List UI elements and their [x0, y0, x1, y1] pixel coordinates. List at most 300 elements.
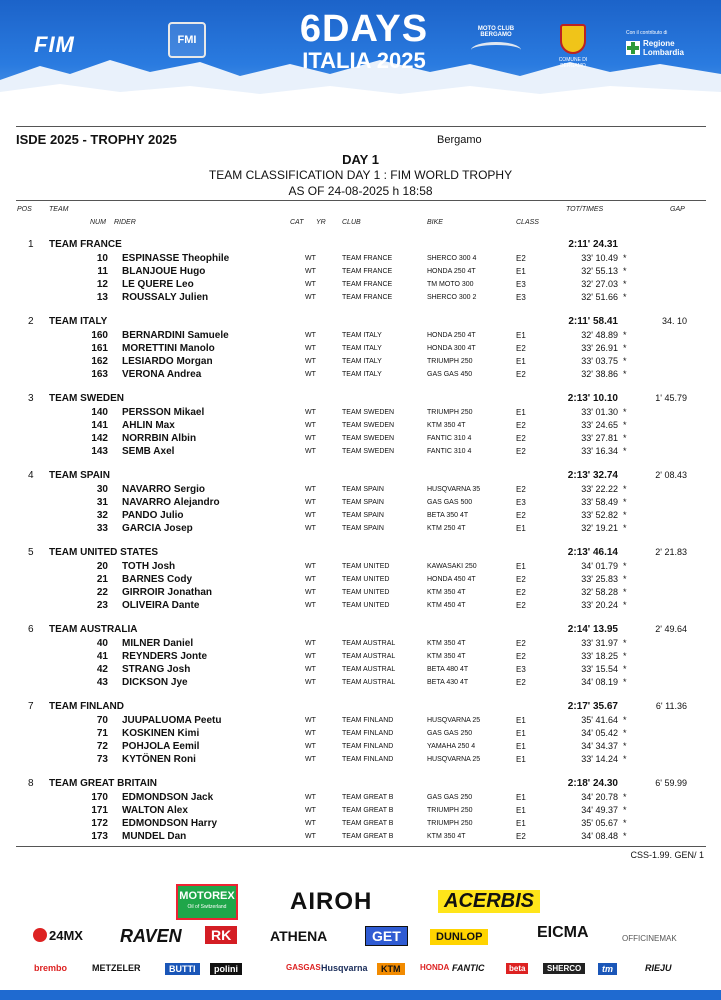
rider-class: E2	[516, 421, 526, 430]
rider-club: TEAM ITALY	[342, 371, 382, 378]
team-block	[0, 313, 721, 390]
rider-name: BLANJOUE Hugo	[122, 266, 206, 277]
rider-number: 143	[91, 446, 108, 457]
rider-bike: KTM 350 4T	[427, 640, 466, 647]
col-pos: POS	[17, 206, 32, 213]
rider-time: 32' 27.03	[581, 279, 618, 289]
team-gap: 6' 11.36	[655, 701, 687, 711]
rider-name: NAVARRO Alejandro	[122, 497, 220, 508]
rider-number: 33	[96, 523, 108, 534]
rider-bike: HONDA 250 4T	[427, 332, 476, 339]
rider-number: 72	[96, 741, 108, 752]
team-header-row	[0, 467, 721, 483]
rider-name: VERONA Andrea	[122, 369, 202, 380]
rider-bike: FANTIC 310 4	[427, 435, 472, 442]
rider-class: E2	[516, 370, 526, 379]
team-position: 7	[28, 701, 34, 712]
rider-bike: YAMAHA 250 4	[427, 743, 476, 750]
rider-row	[0, 663, 721, 676]
rider-class: E2	[516, 344, 526, 353]
rider-row	[0, 599, 721, 612]
rider-club: TEAM GREAT B	[342, 820, 394, 827]
rider-club: TEAM SWEDEN	[342, 435, 395, 442]
rider-club: TEAM ITALY	[342, 332, 382, 339]
rider-bike: KTM 350 4T	[427, 653, 466, 660]
rider-club: TEAM ITALY	[342, 358, 382, 365]
team-name: TEAM FRANCE	[49, 239, 122, 250]
rider-row	[0, 483, 721, 496]
rider-time: 32' 51.66	[581, 292, 618, 302]
counting-time-marker: *	[623, 343, 627, 353]
rider-club: TEAM SPAIN	[342, 525, 384, 532]
team-block	[0, 467, 721, 544]
team-header-row	[0, 313, 721, 329]
rider-row	[0, 650, 721, 663]
24mx-logo	[33, 928, 83, 943]
sponsor-logos	[0, 868, 721, 1000]
team-gap: 2' 08.43	[655, 470, 687, 480]
rider-bike: HUSQVARNA 25	[427, 717, 481, 724]
team-block	[0, 544, 721, 621]
team-gap: 2' 49.64	[655, 624, 687, 634]
rider-name: MILNER Daniel	[122, 638, 194, 649]
get-logo: GET	[365, 926, 408, 946]
regione-name-1: Regione	[643, 39, 675, 48]
team-header-row	[0, 621, 721, 637]
rider-category: WT	[305, 730, 316, 737]
fim-logo: FIM	[34, 32, 75, 57]
counting-time-marker: *	[623, 446, 627, 456]
rider-name: OLIVEIRA Dante	[122, 600, 200, 611]
rider-category: WT	[305, 640, 316, 647]
rider-number: 141	[91, 420, 108, 431]
rider-class: E2	[516, 485, 526, 494]
regione-lombardia-logo	[626, 30, 684, 57]
rider-class: E3	[516, 293, 526, 302]
rider-time: 32' 48.89	[581, 330, 618, 340]
brembo-logo: brembo	[34, 963, 68, 973]
rider-name: BERNARDINI Samuele	[122, 330, 229, 341]
rider-bike: KTM 350 4T	[427, 589, 466, 596]
motorex-logo	[176, 884, 238, 920]
acerbis-logo: ACERBIS	[438, 890, 540, 913]
rider-category: WT	[305, 499, 316, 506]
rider-class: E3	[516, 280, 526, 289]
team-name: TEAM UNITED STATES	[49, 547, 159, 558]
rider-time: 33' 24.65	[581, 420, 618, 430]
rider-class: E1	[516, 357, 526, 366]
rider-club: TEAM UNITED	[342, 563, 390, 570]
rider-number: 13	[96, 292, 108, 303]
rider-club: TEAM FRANCE	[342, 255, 393, 262]
counting-time-marker: *	[623, 677, 627, 687]
doc-footnote: CSS-1.99. GEN/ 1	[630, 850, 704, 860]
team-header-row	[0, 544, 721, 560]
rider-category: WT	[305, 653, 316, 660]
team-position: 1	[28, 239, 34, 250]
bottom-strip	[0, 990, 721, 1000]
rider-time: 32' 38.86	[581, 369, 618, 379]
counting-time-marker: *	[623, 279, 627, 289]
rider-time: 32' 19.21	[581, 523, 618, 533]
rider-bike: GAS GAS 250	[427, 794, 473, 801]
col-class: CLASS	[516, 219, 539, 226]
rider-bike: HUSQVARNA 35	[427, 486, 481, 493]
team-block	[0, 775, 721, 852]
counting-time-marker: *	[623, 831, 627, 841]
rider-row	[0, 637, 721, 650]
team-classification-list	[0, 236, 721, 852]
team-position: 5	[28, 547, 34, 558]
counting-time-marker: *	[623, 587, 627, 597]
rider-bike: BETA 350 4T	[427, 512, 469, 519]
rider-club: TEAM FINLAND	[342, 756, 394, 763]
team-header-row	[0, 698, 721, 714]
counting-time-marker: *	[623, 754, 627, 764]
rider-row	[0, 342, 721, 355]
rider-class: E1	[516, 793, 526, 802]
rider-time: 32' 58.28	[581, 587, 618, 597]
rider-bike: HONDA 250 4T	[427, 268, 476, 275]
team-name: TEAM SWEDEN	[49, 393, 124, 404]
rider-row	[0, 753, 721, 766]
eicma-logo: EICMA	[537, 924, 589, 941]
rider-club: TEAM FINLAND	[342, 743, 394, 750]
rider-category: WT	[305, 666, 316, 673]
rider-class: E2	[516, 511, 526, 520]
rider-number: 43	[96, 677, 108, 688]
crest-icon	[560, 24, 586, 54]
team-total-time: 2:14' 13.95	[567, 624, 618, 635]
team-header-row	[0, 390, 721, 406]
rider-bike: HONDA 450 4T	[427, 576, 476, 583]
rider-club: TEAM UNITED	[342, 602, 390, 609]
rider-category: WT	[305, 756, 316, 763]
header-rule	[16, 200, 706, 201]
regione-name-2: Lombardia	[643, 48, 684, 57]
rider-time: 33' 22.22	[581, 484, 618, 494]
counting-time-marker: *	[623, 741, 627, 751]
rider-class: E2	[516, 652, 526, 661]
team-gap: 1' 45.79	[655, 393, 687, 403]
rider-number: 31	[96, 497, 108, 508]
raven-logo: RAVEN	[120, 926, 182, 946]
classification-title: TEAM CLASSIFICATION DAY 1 : FIM WORLD TROPHY	[208, 168, 513, 182]
rider-bike: KTM 350 4T	[427, 833, 466, 840]
rider-name: POHJOLA Eemil	[122, 741, 200, 752]
rider-name: TOTH Josh	[122, 561, 176, 572]
husqvarna-logo: Husqvarna	[321, 963, 368, 973]
rider-name: WALTON Alex	[122, 805, 188, 816]
rider-time: 34' 49.37	[581, 805, 618, 815]
team-total-time: 2:13' 32.74	[567, 470, 618, 481]
rider-name: LESIARDO Morgan	[122, 356, 213, 367]
rider-time: 33' 03.75	[581, 356, 618, 366]
rider-number: 32	[96, 510, 108, 521]
rider-number: 170	[91, 792, 108, 803]
rider-row	[0, 291, 721, 304]
team-total-time: 2:13' 10.10	[567, 393, 618, 404]
rider-name: GIRROIR Jonathan	[122, 587, 213, 598]
counting-time-marker: *	[623, 561, 627, 571]
rider-time: 34' 08.19	[581, 677, 618, 687]
officinemak-logo: OFFICINEMAK	[622, 934, 677, 943]
rider-bike: GAS GAS 450	[427, 371, 473, 378]
rider-number: 22	[96, 587, 108, 598]
rider-class: E3	[516, 665, 526, 674]
rider-time: 33' 58.49	[581, 497, 618, 507]
rider-number: 172	[91, 818, 108, 829]
butti-logo: BUTTI	[165, 963, 200, 975]
rider-number: 10	[96, 253, 108, 264]
rider-name: ROUSSALY Julien	[122, 292, 209, 303]
ktm-logo: KTM	[377, 963, 405, 975]
rider-club: TEAM GREAT B	[342, 833, 394, 840]
rider-name: MUNDEL Dan	[122, 831, 187, 842]
footer-rule	[16, 846, 706, 847]
rider-class: E1	[516, 742, 526, 751]
rider-bike: KTM 350 4T	[427, 422, 466, 429]
team-position: 6	[28, 624, 34, 635]
rider-category: WT	[305, 807, 316, 814]
rider-club: TEAM GREAT B	[342, 807, 394, 814]
rider-row	[0, 676, 721, 689]
six-days-logo-subtitle: ITALIA 2025	[302, 48, 426, 73]
rider-name: GARCIA Josep	[122, 523, 193, 534]
rider-row	[0, 522, 721, 535]
rider-category: WT	[305, 268, 316, 275]
rider-row	[0, 419, 721, 432]
rider-number: 163	[91, 369, 108, 380]
rider-bike: TRIUMPH 250	[427, 409, 473, 416]
rider-time: 33' 01.30	[581, 407, 618, 417]
rider-name: SEMB Axel	[122, 446, 175, 457]
rider-category: WT	[305, 332, 316, 339]
col-club: CLUB	[342, 219, 361, 226]
rider-name: BARNES Cody	[122, 574, 193, 585]
comune-bergamo-text: COMUNE DI BERGAMO	[558, 57, 588, 69]
rider-name: NORRBIN Albin	[122, 433, 197, 444]
rider-category: WT	[305, 294, 316, 301]
team-name: TEAM FINLAND	[49, 701, 124, 712]
rider-class: E1	[516, 729, 526, 738]
motorex-text: MOTOREX	[179, 890, 235, 902]
rider-class: E2	[516, 639, 526, 648]
counting-time-marker: *	[623, 420, 627, 430]
counting-time-marker: *	[623, 805, 627, 815]
moto-club-bergamo-logo	[466, 26, 526, 58]
rider-category: WT	[305, 563, 316, 570]
fmi-logo: FMI	[168, 22, 206, 58]
team-block	[0, 621, 721, 698]
counting-time-marker: *	[623, 664, 627, 674]
team-position: 8	[28, 778, 34, 789]
top-rule	[16, 126, 706, 127]
metzeler-logo: METZELER	[92, 963, 141, 973]
rider-time: 34' 05.42	[581, 728, 618, 738]
rider-class: E1	[516, 716, 526, 725]
rider-row	[0, 791, 721, 804]
rider-category: WT	[305, 358, 316, 365]
counting-time-marker: *	[623, 330, 627, 340]
rider-time: 33' 14.24	[581, 754, 618, 764]
rider-row	[0, 252, 721, 265]
airoh-logo: AIROH	[290, 888, 373, 915]
rider-category: WT	[305, 743, 316, 750]
rider-bike: TRIUMPH 250	[427, 807, 473, 814]
rider-name: STRANG Josh	[122, 664, 191, 675]
counting-time-marker: *	[623, 484, 627, 494]
rider-club: TEAM FRANCE	[342, 281, 393, 288]
rider-name: KYTÖNEN Roni	[122, 754, 196, 765]
rider-number: 40	[96, 638, 108, 649]
rider-row	[0, 368, 721, 381]
col-team: TEAM	[49, 206, 69, 213]
rider-class: E2	[516, 575, 526, 584]
team-total-time: 2:11' 58.41	[568, 316, 618, 327]
rider-row	[0, 560, 721, 573]
dunlop-logo: DUNLOP	[430, 929, 488, 945]
counting-time-marker: *	[623, 818, 627, 828]
rider-row	[0, 265, 721, 278]
counting-time-marker: *	[623, 356, 627, 366]
rider-row	[0, 740, 721, 753]
rider-category: WT	[305, 435, 316, 442]
rider-number: 41	[96, 651, 108, 662]
rider-number: 140	[91, 407, 108, 418]
rider-class: E2	[516, 434, 526, 443]
venue: Bergamo	[437, 134, 482, 146]
counting-time-marker: *	[623, 715, 627, 725]
rider-bike: BETA 480 4T	[427, 666, 469, 673]
rider-club: TEAM SPAIN	[342, 486, 384, 493]
rieju-logo: RIEJU	[645, 963, 672, 973]
team-name: TEAM AUSTRALIA	[49, 624, 138, 635]
rider-category: WT	[305, 345, 316, 352]
rider-number: 21	[96, 574, 108, 585]
rider-row	[0, 278, 721, 291]
rider-club: TEAM FINLAND	[342, 730, 394, 737]
rider-class: E2	[516, 254, 526, 263]
rider-class: E1	[516, 331, 526, 340]
rider-row	[0, 509, 721, 522]
col-tot-times: TOT/TIMES	[566, 206, 604, 213]
rider-name: EDMONDSON Harry	[122, 818, 218, 829]
rider-class: E1	[516, 562, 526, 571]
rider-number: 142	[91, 433, 108, 444]
six-days-logo: 6DAYS	[299, 8, 429, 50]
counting-time-marker: *	[623, 792, 627, 802]
rider-time: 35' 41.64	[581, 715, 618, 725]
rider-time: 33' 16.34	[581, 446, 618, 456]
counting-time-marker: *	[623, 292, 627, 302]
rider-time: 33' 15.54	[581, 664, 618, 674]
rider-bike: KTM 450 4T	[427, 602, 466, 609]
col-rider: RIDER	[114, 219, 136, 226]
rider-time: 33' 20.24	[581, 600, 618, 610]
rider-row	[0, 817, 721, 830]
team-gap: 6' 59.99	[655, 778, 687, 788]
rider-club: TEAM UNITED	[342, 589, 390, 596]
rider-club: TEAM FRANCE	[342, 268, 393, 275]
rider-name: JUUPALUOMA Peetu	[122, 715, 222, 726]
rider-class: E1	[516, 755, 526, 764]
rider-club: TEAM SWEDEN	[342, 409, 395, 416]
rider-club: TEAM UNITED	[342, 576, 390, 583]
team-header-row	[0, 775, 721, 791]
rider-time: 33' 10.49	[581, 253, 618, 263]
rider-club: TEAM SWEDEN	[342, 422, 395, 429]
col-yr: YR	[316, 219, 326, 226]
team-position: 2	[28, 316, 34, 327]
rider-club: TEAM SPAIN	[342, 499, 384, 506]
day-title: DAY 1	[342, 152, 379, 167]
rider-club: TEAM SPAIN	[342, 512, 384, 519]
rider-time: 33' 52.82	[581, 510, 618, 520]
team-block	[0, 698, 721, 775]
team-position: 3	[28, 393, 34, 404]
rider-row	[0, 804, 721, 817]
rider-club: TEAM FINLAND	[342, 717, 394, 724]
rider-time: 34' 20.78	[581, 792, 618, 802]
rider-class: E1	[516, 819, 526, 828]
team-total-time: 2:11' 24.31	[568, 239, 618, 250]
rider-time: 34' 08.48	[581, 831, 618, 841]
rider-time: 33' 27.81	[581, 433, 618, 443]
moto-club-bergamo-text: MOTO CLUB BERGAMO	[477, 26, 515, 38]
rider-category: WT	[305, 371, 316, 378]
rider-class: E2	[516, 447, 526, 456]
team-gap: 2' 21.83	[655, 547, 687, 557]
rider-bike: HUSQVARNA 25	[427, 756, 481, 763]
counting-time-marker: *	[623, 407, 627, 417]
rider-bike: KAWASAKI 250	[427, 563, 477, 570]
rider-club: TEAM SWEDEN	[342, 448, 395, 455]
rider-category: WT	[305, 576, 316, 583]
fantic-logo: FANTIC	[452, 963, 485, 973]
team-name: TEAM SPAIN	[49, 470, 110, 481]
counting-time-marker: *	[623, 253, 627, 263]
rider-class: E2	[516, 588, 526, 597]
rk-logo: RK	[205, 926, 237, 944]
rider-time: 33' 18.25	[581, 651, 618, 661]
team-name: TEAM ITALY	[49, 316, 108, 327]
col-cat: CAT	[290, 219, 304, 226]
regione-note: Con il contributo di	[626, 30, 668, 36]
athena-logo: ATHENA	[270, 928, 328, 944]
rider-bike: BETA 430 4T	[427, 679, 469, 686]
rider-category: WT	[305, 448, 316, 455]
24mx-text: 24MX	[49, 928, 83, 943]
rider-name: PANDO Julio	[122, 510, 184, 521]
rider-bike: SHERCO 300 2	[427, 294, 477, 301]
team-gap: 34. 10	[661, 316, 687, 326]
rider-name: PERSSON Mikael	[122, 407, 205, 418]
rider-class: E3	[516, 498, 526, 507]
rider-club: TEAM GREAT B	[342, 794, 394, 801]
rider-bike: KTM 250 4T	[427, 525, 466, 532]
rider-number: 42	[96, 664, 108, 675]
rider-time: 32' 55.13	[581, 266, 618, 276]
team-total-time: 2:18' 24.30	[567, 778, 618, 789]
rider-row	[0, 329, 721, 342]
rider-category: WT	[305, 409, 316, 416]
wing-icon	[471, 42, 521, 58]
rider-category: WT	[305, 589, 316, 596]
rider-time: 35' 05.67	[581, 818, 618, 828]
col-num: NUM	[90, 219, 106, 226]
rider-category: WT	[305, 717, 316, 724]
